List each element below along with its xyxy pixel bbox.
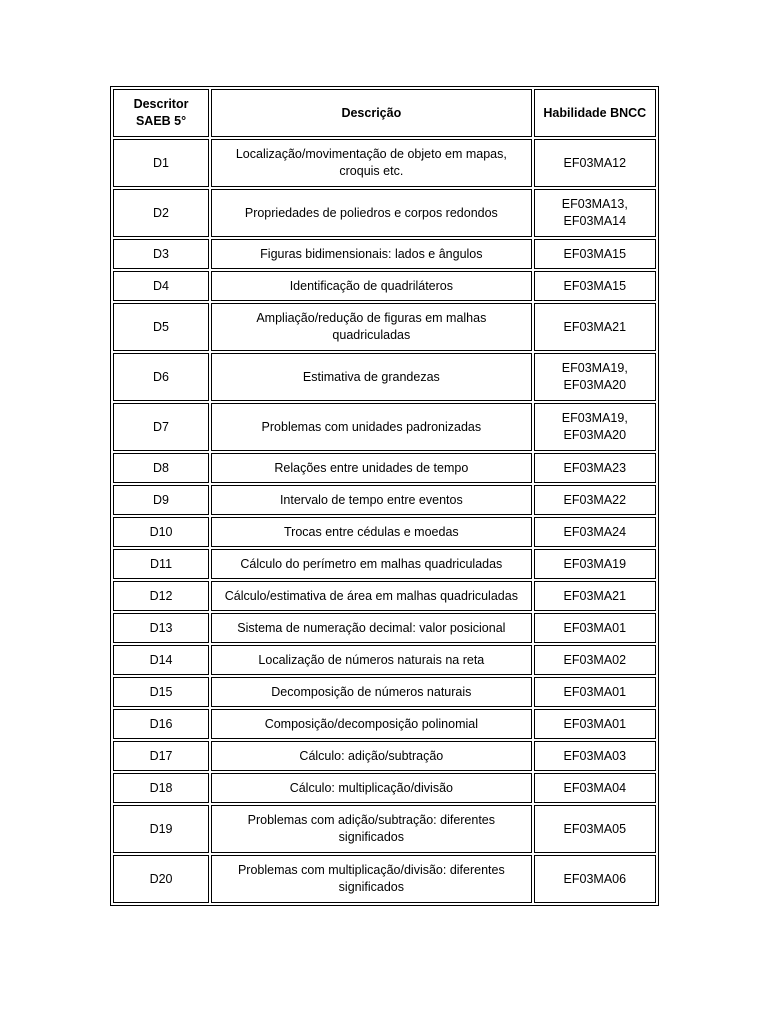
description-cell: Composição/decomposição polinomial (211, 709, 532, 739)
description-cell: Localização/movimentação de objeto em mapas, croquis etc. (211, 139, 532, 187)
descriptor-cell: D10 (113, 517, 209, 547)
descriptor-cell: D16 (113, 709, 209, 739)
skill-cell: EF03MA02 (534, 645, 656, 675)
table-row (113, 549, 656, 579)
skill-cell: EF03MA24 (534, 517, 656, 547)
header-description: Descrição (211, 89, 532, 137)
skill-cell: EF03MA01 (534, 709, 656, 739)
table-row (113, 271, 656, 301)
description-cell: Cálculo/estimativa de área em malhas quadriculadas (211, 581, 532, 611)
table-row (113, 581, 656, 611)
skill-cell: EF03MA23 (534, 453, 656, 483)
skill-cell: EF03MA05 (534, 805, 656, 853)
skill-cell: EF03MA21 (534, 581, 656, 611)
descriptor-cell: D5 (113, 303, 209, 351)
descriptor-cell: D14 (113, 645, 209, 675)
description-cell: Cálculo: adição/subtração (211, 741, 532, 771)
table-row (113, 139, 656, 187)
descriptor-cell: D11 (113, 549, 209, 579)
table-body (113, 139, 656, 903)
skill-cell: EF03MA19 (534, 549, 656, 579)
descriptor-cell: D6 (113, 353, 209, 401)
description-cell: Decomposição de números naturais (211, 677, 532, 707)
description-cell: Cálculo: multiplicação/divisão (211, 773, 532, 803)
skill-cell: EF03MA22 (534, 485, 656, 515)
descriptor-cell: D3 (113, 239, 209, 269)
description-cell: Localização de números naturais na reta (211, 645, 532, 675)
description-cell: Identificação de quadriláteros (211, 271, 532, 301)
description-cell: Estimativa de grandezas (211, 353, 532, 401)
descriptor-cell: D8 (113, 453, 209, 483)
description-cell: Relações entre unidades de tempo (211, 453, 532, 483)
table-row (113, 773, 656, 803)
descriptor-cell: D19 (113, 805, 209, 853)
skill-cell: EF03MA12 (534, 139, 656, 187)
description-cell: Figuras bidimensionais: lados e ângulos (211, 239, 532, 269)
description-cell: Cálculo do perímetro em malhas quadriculadas (211, 549, 532, 579)
skill-cell: EF03MA03 (534, 741, 656, 771)
table-row (113, 855, 656, 903)
table-row (113, 453, 656, 483)
table-row (113, 805, 656, 853)
descriptor-table-container (110, 86, 659, 906)
descriptor-cell: D7 (113, 403, 209, 451)
descriptor-cell: D13 (113, 613, 209, 643)
table-row (113, 189, 656, 237)
skill-cell: EF03MA13, EF03MA14 (534, 189, 656, 237)
skill-cell: EF03MA01 (534, 613, 656, 643)
description-cell: Intervalo de tempo entre eventos (211, 485, 532, 515)
description-cell: Trocas entre cédulas e moedas (211, 517, 532, 547)
descriptor-cell: D1 (113, 139, 209, 187)
description-cell: Problemas com unidades padronizadas (211, 403, 532, 451)
table-row (113, 353, 656, 401)
table-row (113, 303, 656, 351)
descriptor-cell: D9 (113, 485, 209, 515)
descriptor-cell: D15 (113, 677, 209, 707)
table-row (113, 239, 656, 269)
descriptor-cell: D17 (113, 741, 209, 771)
table-row (113, 677, 656, 707)
description-cell: Problemas com multiplicação/divisão: diferentes significados (211, 855, 532, 903)
descriptor-cell: D2 (113, 189, 209, 237)
descriptor-cell: D20 (113, 855, 209, 903)
table-row (113, 403, 656, 451)
table-row (113, 485, 656, 515)
table-row (113, 613, 656, 643)
description-cell: Ampliação/redução de figuras em malhas quadriculadas (211, 303, 532, 351)
header-skill: Habilidade BNCC (534, 89, 656, 137)
table-row (113, 517, 656, 547)
descriptor-cell: D4 (113, 271, 209, 301)
description-cell: Sistema de numeração decimal: valor posicional (211, 613, 532, 643)
skill-cell: EF03MA19, EF03MA20 (534, 353, 656, 401)
skill-cell: EF03MA04 (534, 773, 656, 803)
skill-cell: EF03MA21 (534, 303, 656, 351)
table-row (113, 741, 656, 771)
skill-cell: EF03MA06 (534, 855, 656, 903)
table-header-row (113, 89, 656, 137)
skill-cell: EF03MA15 (534, 239, 656, 269)
description-cell: Propriedades de poliedros e corpos redondos (211, 189, 532, 237)
description-cell: Problemas com adição/subtração: diferentes significados (211, 805, 532, 853)
skill-cell: EF03MA19, EF03MA20 (534, 403, 656, 451)
descriptor-cell: D18 (113, 773, 209, 803)
descriptor-table (110, 86, 659, 906)
header-descriptor: Descritor SAEB 5° (113, 89, 209, 137)
table-row (113, 645, 656, 675)
skill-cell: EF03MA01 (534, 677, 656, 707)
skill-cell: EF03MA15 (534, 271, 656, 301)
table-row (113, 709, 656, 739)
descriptor-cell: D12 (113, 581, 209, 611)
